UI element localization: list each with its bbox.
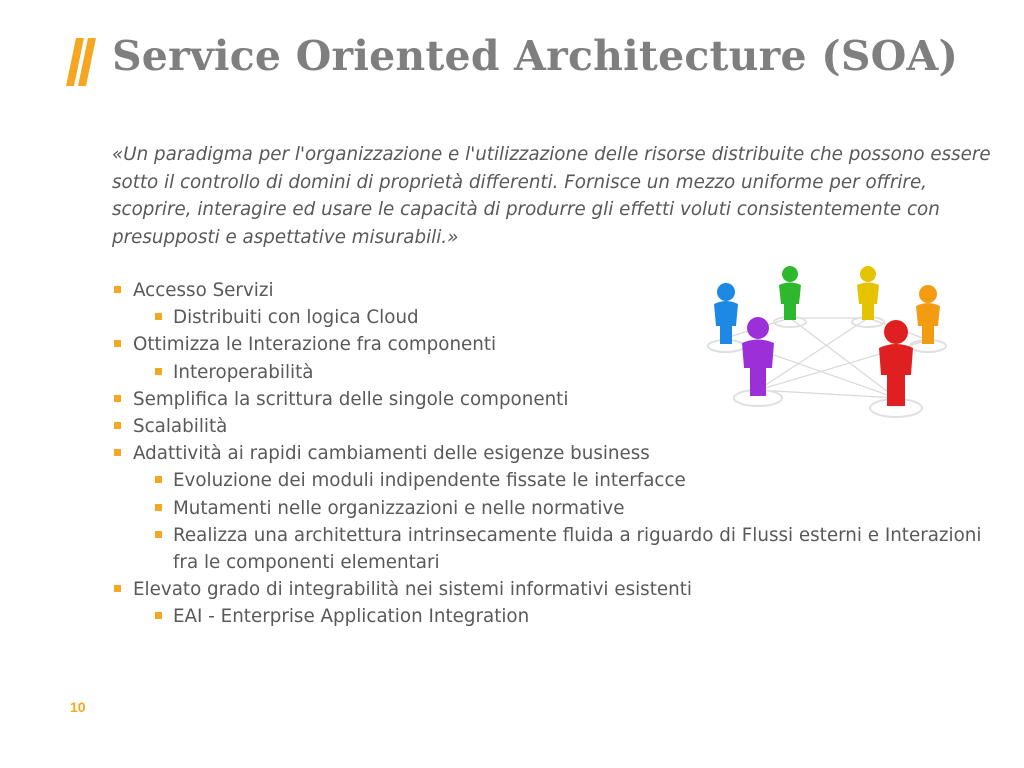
bullet-item-level-2: Distribuiti con logica Cloud [112, 304, 992, 331]
bullet-item-level-2: Evoluzione dei moduli indipendente fissate le interfacce [112, 467, 992, 494]
bullet-item-level-2: EAI - Enterprise Application Integration [112, 603, 992, 630]
slide-title: Service Oriented Architecture (SOA) [112, 32, 959, 80]
bullet-item-level-1: Semplifica la scrittura delle singole componenti [112, 386, 992, 413]
page-number: 10 [70, 699, 86, 715]
bullet-item-level-2: Mutamenti nelle organizzazioni e nelle normative [112, 495, 992, 522]
bullet-item-level-1: Ottimizza le Interazione fra componenti [112, 331, 992, 358]
bullet-item-level-1: Scalabilità [112, 413, 992, 440]
network-people-icon [696, 258, 958, 458]
bullet-item-level-1: Adattività ai rapidi cambiamenti delle esigenze business [112, 440, 992, 467]
title-accent-icon [66, 38, 98, 86]
bullet-item-level-2: Interoperabilità [112, 359, 992, 386]
definition-quote: «Un paradigma per l'organizzazione e l'utilizzazione delle risorse distribuite che possono essere sotto il controllo di domini di proprietà differenti. Fornisce un mezzo uniforme per offrire, scoprire, interagire ed usare le capacità di produrre gli effetti voluti consistentemente con presupposti e aspettative misurabili.» [112, 144, 991, 248]
bullet-item-level-2: Realizza una architettura intrinsecamente fluida a riguardo di Flussi esterni e Interazioni fra le componenti elementari [112, 522, 992, 576]
bullet-item-level-1: Accesso Servizi [112, 277, 992, 304]
bullet-item-level-1: Elevato grado di integrabilità nei sistemi informativi esistenti [112, 576, 992, 603]
